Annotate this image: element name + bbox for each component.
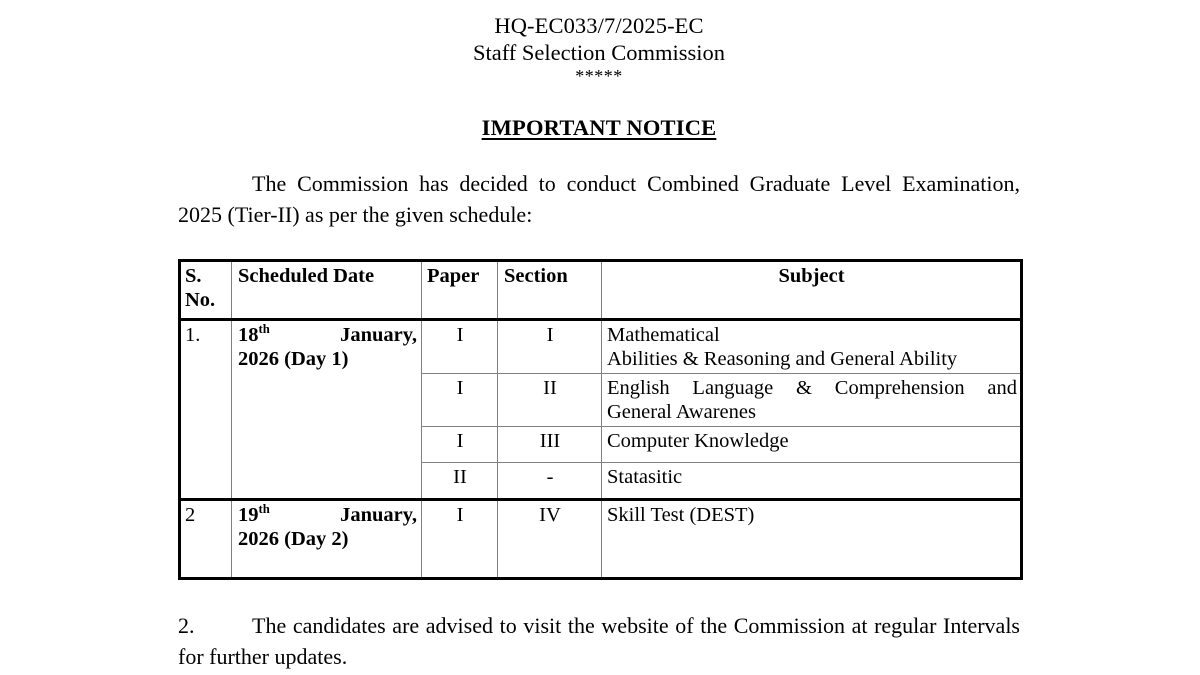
sno-header-line2: No. (185, 289, 216, 311)
subject-line-1: English Language & Comprehension and (607, 377, 1017, 399)
date-ordinal-suffix: th (258, 502, 270, 517)
closing-paragraph-text: The candidates are advised to visit the website of the Commission at regular Intervals for further updates. (178, 613, 1020, 669)
page-title: IMPORTANT NOTICE (481, 115, 717, 140)
table-header-row (180, 261, 1022, 320)
date-month: January, (340, 324, 417, 346)
cell-scheduled-date (232, 320, 422, 500)
cell-paper: II (422, 463, 498, 500)
subject-line-1: Statasitic (607, 466, 683, 488)
sno-header-line1: S. (185, 265, 202, 287)
cell-subject (602, 374, 1022, 427)
cell-subject (602, 463, 1022, 500)
cell-paper: I (422, 320, 498, 374)
reference-number: HQ-EC033/7/2025-EC (494, 13, 704, 38)
cell-section: - (498, 463, 602, 500)
cell-paper: I (422, 427, 498, 463)
organization-name: Staff Selection Commission (472, 40, 726, 65)
document-header (178, 12, 1020, 86)
intro-paragraph: The Commission has decided to conduct Combined Graduate Level Examination, 2025 (Tier-II) as per the given schedule: (178, 171, 1020, 227)
cell-paper: I (422, 500, 498, 579)
cell-subject (602, 320, 1022, 374)
cell-subject (602, 500, 1022, 579)
table-row (180, 500, 1022, 579)
cell-scheduled-date (232, 500, 422, 579)
date-line-1 (238, 323, 417, 347)
exam-schedule-table (178, 259, 1023, 580)
date-ordinal-suffix: th (258, 322, 270, 337)
column-header-section: Section (498, 261, 602, 320)
cell-sno: 2 (180, 500, 232, 579)
subject-line-1: Skill Test (DEST) (607, 504, 755, 526)
closing-paragraph (178, 610, 1020, 672)
closing-item-number: 2. (178, 613, 195, 638)
cell-section: III (498, 427, 602, 463)
notice-title-container (178, 115, 1020, 141)
cell-section: I (498, 320, 602, 374)
column-header-sno (180, 261, 232, 320)
column-header-scheduled-date: Scheduled Date (232, 261, 422, 320)
subject-line-1: Mathematical (607, 324, 720, 346)
cell-paper: I (422, 374, 498, 427)
date-month: January, (340, 504, 417, 526)
date-line-2: 2026 (Day 2) (238, 528, 349, 550)
column-header-paper: Paper (422, 261, 498, 320)
column-header-subject: Subject (602, 261, 1022, 320)
subject-line-1: Computer Knowledge (607, 430, 789, 452)
cell-sno: 1. (180, 320, 232, 500)
date-line-1 (238, 503, 417, 527)
cell-section: IV (498, 500, 602, 579)
date-day: 18 (238, 324, 259, 346)
date-line-2: 2026 (Day 1) (238, 348, 349, 370)
cell-subject (602, 427, 1022, 463)
subject-line-2: Abilities & Reasoning and General Ability (607, 348, 958, 370)
table-row (180, 320, 1022, 374)
subject-line-2: General Awarenes (607, 401, 756, 423)
cell-section: II (498, 374, 602, 427)
asterisk-separator: ***** (575, 66, 623, 86)
date-day: 19 (238, 504, 259, 526)
